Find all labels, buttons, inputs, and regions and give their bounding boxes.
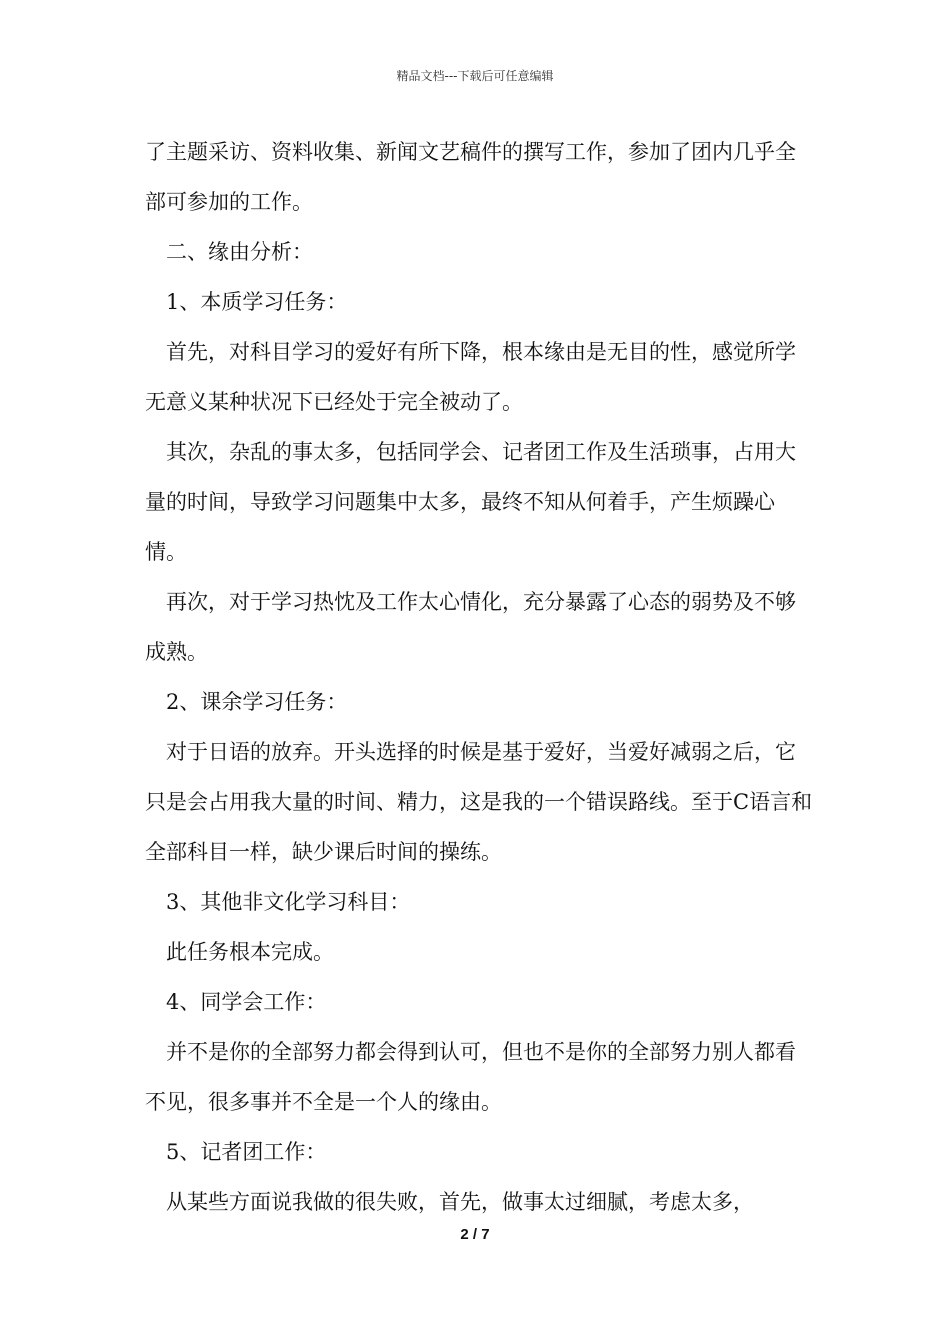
subsection-heading: 3、其他非文化学习科目： (166, 890, 411, 914)
subsection-heading: 1、本质学习任务： (166, 290, 348, 314)
document-body (145, 127, 815, 1227)
paragraph: 并不是你的全部努力都会得到认可，但也不是你的全部努力别人都看不见，很多事并不全是一个人的缘由。 (145, 1040, 796, 1114)
paragraph: 再次，对于学习热忱及工作太心情化，充分暴露了心态的弱势及不够成熟。 (145, 590, 796, 664)
subsection-heading: 4、同学会工作： (166, 990, 327, 1014)
paragraph: 从某些方面说我做的很失败，首先，做事太过细腻，考虑太多， (166, 1190, 754, 1214)
paragraph: 了主题采访、资料收集、新闻文艺稿件的撰写工作，参加了团内几乎全部可参加的工作。 (145, 140, 796, 214)
page-number: 2 / 7 (460, 1226, 490, 1243)
paragraph: 对于日语的放弃。开头选择的时候是基于爱好，当爱好减弱之后，它只是会占用我大量的时间、精力，这是我的一个错误路线。至于C语言和全部科目一样，缺少课后时间的操练。 (145, 740, 813, 864)
paragraph: 首先，对科目学习的爱好有所下降，根本缘由是无目的性，感觉所学无意义某种状况下已经处于完全被动了。 (145, 340, 796, 414)
section-heading: 二、缘由分析： (166, 240, 313, 264)
subsection-heading: 2、课余学习任务： (166, 690, 348, 714)
paragraph: 此任务根本完成。 (166, 940, 334, 964)
subsection-heading: 5、记者团工作： (166, 1140, 327, 1164)
page-header: 精品文档---下载后可任意编辑 (396, 69, 554, 83)
paragraph: 其次，杂乱的事太多，包括同学会、记者团工作及生活琐事，占用大量的时间，导致学习问题集中太多，最终不知从何着手，产生烦躁心情。 (145, 440, 796, 564)
